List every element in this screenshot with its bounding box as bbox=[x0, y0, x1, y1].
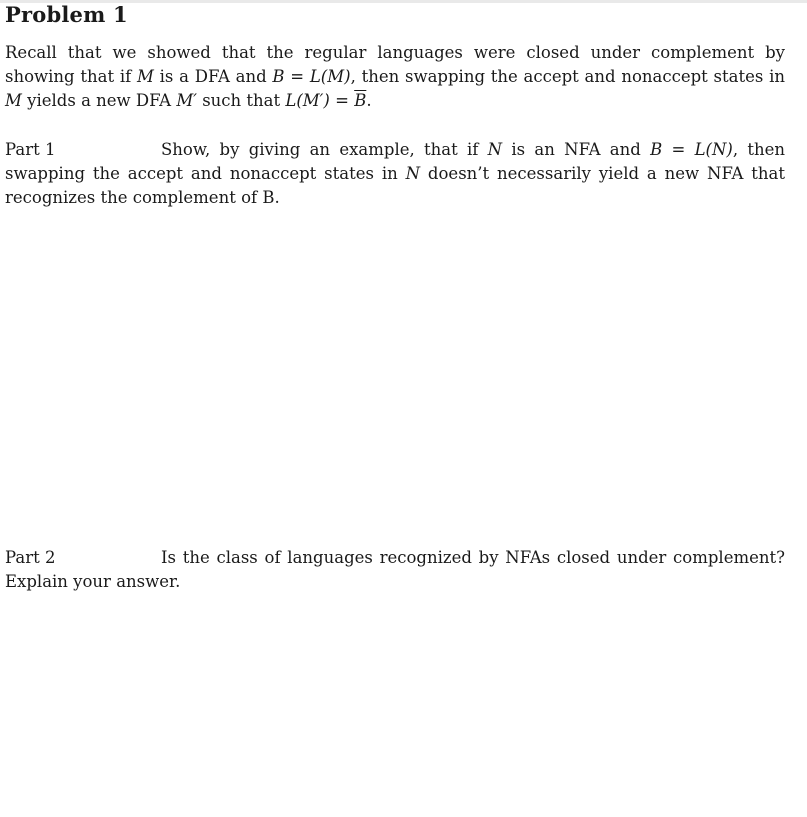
part1-paragraph bbox=[5, 138, 785, 210]
math-b-equals-l-m: B = L(M) bbox=[272, 67, 351, 86]
math-var-n: N bbox=[487, 140, 503, 159]
intro-text-c: , then swapping the accept and nonaccept states in bbox=[350, 67, 785, 86]
part2-question: Is the class of languages recognized by NFAs closed under complement? Explain your answer. bbox=[5, 548, 785, 591]
intro-text-a: Recall that we showed that the regular languages were closed under complement by showing that if bbox=[5, 43, 785, 86]
intro-text-e: such that bbox=[196, 91, 286, 110]
intro-text-d: yields a new DFA bbox=[21, 91, 177, 110]
part1-text-b: is an NFA and bbox=[502, 140, 651, 159]
part1-text-a: Show, by giving an example, that if bbox=[161, 140, 488, 159]
problem-title: Problem 1 bbox=[5, 2, 128, 27]
part1-text-c: , then swapping the accept and nonaccept states in bbox=[5, 140, 786, 183]
math-l-m-prime: L(M′) = bbox=[285, 91, 355, 110]
intro-text-b: is a DFA and bbox=[153, 67, 273, 86]
part2-paragraph bbox=[5, 546, 785, 594]
part2-label: Part 2 bbox=[5, 548, 56, 567]
intro-text-f: . bbox=[366, 91, 372, 110]
math-b-complement: $\overline{B}$ bbox=[354, 91, 367, 110]
math-var-n-2: N bbox=[405, 164, 421, 183]
part1-text-d: doesn’t necessarily yield a new NFA that recognizes the complement of B. bbox=[5, 164, 785, 207]
math-var-m: M bbox=[136, 67, 154, 86]
math-var-m-prime: M′ bbox=[176, 91, 197, 110]
part1-label: Part 1 bbox=[5, 140, 56, 159]
intro-paragraph bbox=[5, 41, 785, 113]
math-b-equals-l-n: B = L(N) bbox=[650, 140, 733, 159]
math-var-m-2: M bbox=[5, 91, 22, 110]
